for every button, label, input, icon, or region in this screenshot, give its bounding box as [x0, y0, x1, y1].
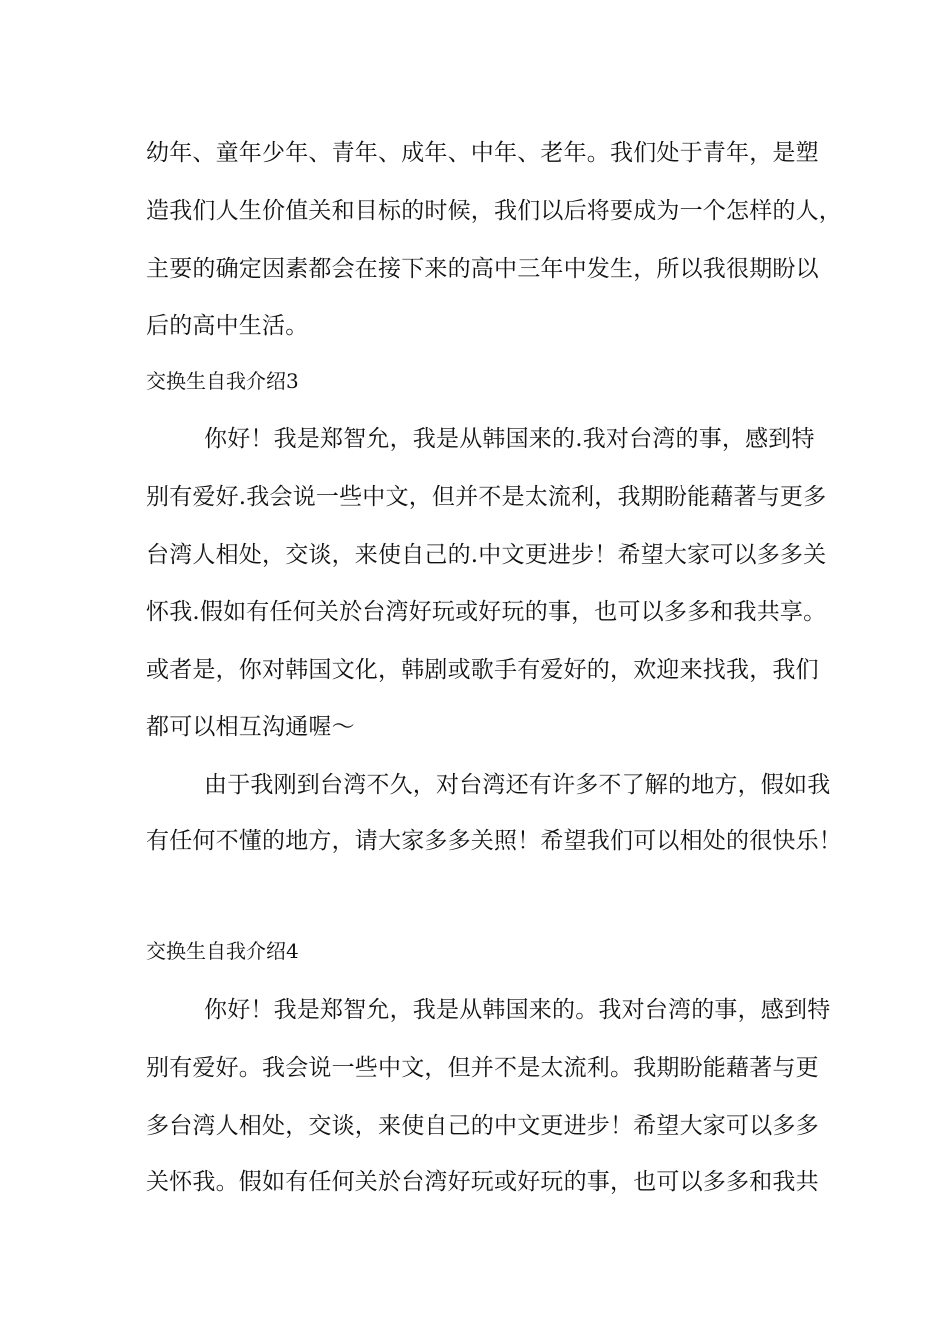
- text-line: 主要的确定因素都会在接下来的高中三年中发生，所以我很期盼以: [146, 256, 819, 282]
- text-line: 你好！我是郑智允，我是从韩国来的。我对台湾的事，感到特: [204, 997, 831, 1023]
- text-line: 别有爱好。我会说一些中文，但并不是太流利。我期盼能藉著与更: [146, 1055, 819, 1081]
- text-line: 关怀我。假如有任何关於台湾好玩或好玩的事，也可以多多和我共: [146, 1169, 819, 1195]
- text-line: 怀我.假如有任何关於台湾好玩或好玩的事，也可以多多和我共享。: [146, 599, 827, 625]
- text-line: 幼年、童年少年、青年、成年、中年、老年。我们处于青年，是塑: [146, 140, 819, 166]
- text-line: 后的高中生活。: [146, 313, 309, 339]
- text-line: 有任何不懂的地方，请大家多多关照！希望我们可以相处的很快乐！: [146, 828, 842, 854]
- section-heading-4: 交换生自我介绍4: [146, 939, 299, 963]
- text-line: 由于我刚到台湾不久，对台湾还有许多不了解的地方，假如我: [204, 772, 831, 798]
- text-line: 造我们人生价值关和目标的时候，我们以后将要成为一个怎样的人，: [146, 198, 842, 224]
- section-heading-3: 交换生自我介绍3: [146, 369, 299, 393]
- text-line: 你好！我是郑智允，我是从韩国来的.我对台湾的事，感到特: [204, 426, 815, 452]
- text-line: 多台湾人相处，交谈，来使自己的中文更进步！希望大家可以多多: [146, 1113, 819, 1139]
- text-line: 都可以相互沟通喔～: [146, 714, 355, 740]
- text-line: 别有爱好.我会说一些中文，但并不是太流利，我期盼能藉著与更多: [146, 484, 827, 510]
- text-line: 台湾人相处，交谈，来使自己的.中文更进步！希望大家可以多多关: [146, 542, 827, 568]
- text-line: 或者是，你对韩国文化，韩剧或歌手有爱好的，欢迎来找我，我们: [146, 657, 819, 683]
